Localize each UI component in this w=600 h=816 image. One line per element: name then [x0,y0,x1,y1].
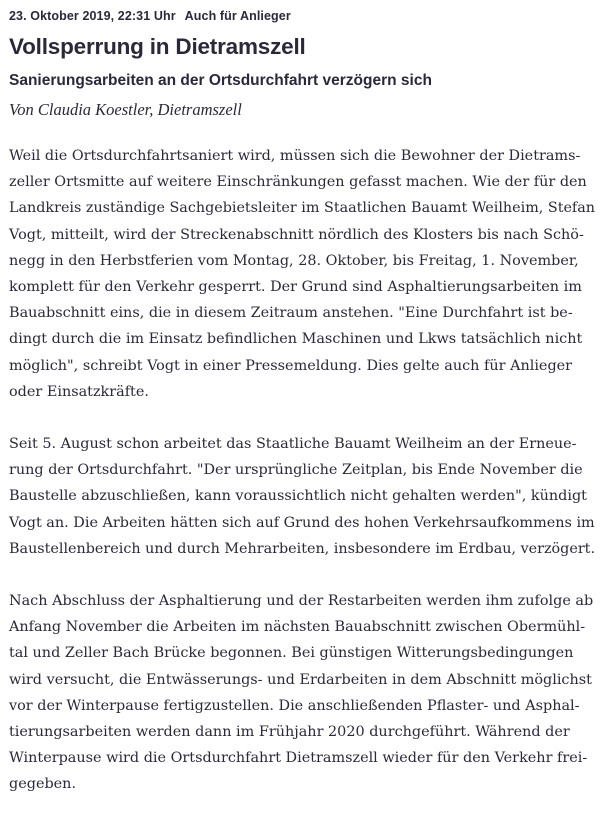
text-line: Baustelle abzuschließen, kann voraussichtlich nicht gehalten werden", kündigt [9,488,587,505]
paragraph-3 [9,588,595,798]
article-meta [9,9,291,23]
text-line: Anfang November die Arbeiten im nächsten Bauabschnitt zwischen Obermühl- [9,619,586,636]
text-line: rung der Ortsdurchfahrt. "Der ursprüngliche Zeitplan, bis Ende November die [9,462,583,479]
text-line: Vogt an. Die Arbeiten hätten sich auf Grund des hohen Verkehrsaufkommens im [9,514,595,531]
text-line: möglich", schreibt Vogt in einer Pressemeldung. Dies gelte auch für Anlieger [9,357,573,374]
text-line: Bauabschnitt eins, die in diesem Zeitraum anstehen. "Eine Durchfahrt ist be- [9,305,573,322]
text-line: wird versucht, die Entwässerungs- und Erdarbeiten in dem Abschnitt möglichst [9,671,592,688]
subheadline: Sanierungsarbeiten an der Ortsdurchfahrt verzögern sich [9,72,432,89]
text-line: Landkreis zuständige Sachgebietsleiter im Staatlichen Bauamt Weilheim, Stefan [9,200,595,217]
paragraph-1 [9,143,595,405]
text-line: tierungsarbeiten werden dann im Frühjahr 2020 durchgeführt. Während der [9,724,570,741]
page-title: Vollsperrung in Dietramszell [9,34,306,59]
text-line: komplett für den Verkehr gesperrt. Der Grund sind Asphaltierungsarbeiten im [9,279,582,296]
article-body [9,143,595,798]
publish-date: 23. Oktober 2019, 22:31 Uhr [9,9,176,23]
text-line: Nach Abschluss der Asphaltierung und der Restarbeiten werden ihm zufolge ab [9,593,594,610]
text-line: zeller Ortsmitte auf weitere Einschränkungen gefasst machen. Wie der für den [9,174,587,191]
text-line: negg in den Herbstferien vom Montag, 28. Oktober, bis Freitag, 1. November, [9,252,579,269]
text-line: Baustellenbereich und durch Mehrarbeiten, insbesondere im Erdbau, verzögert. [9,540,595,557]
author-byline: Von Claudia Koestler, Dietramszell [9,100,242,119]
text-line: gegeben. [9,776,77,793]
text-line: dingt durch die im Einsatz befindlichen Maschinen und Lkws tatsächlich nicht [9,331,583,348]
text-line: vor der Winterpause fertigzustellen. Die anschließenden Pflaster- und Asphal- [9,697,580,714]
text-line: oder Einsatzkräfte. [9,383,149,400]
text-line: Seit 5. August schon arbeitet das Staatliche Bauamt Weilheim an der Erneue- [9,436,577,453]
text-line: Winterpause wird die Ortsdurchfahrt Dietramszell wieder für den Verkehr frei- [9,750,588,767]
text-line: Weil die Ortsdurchfahrtsaniert wird, müssen sich die Bewohner der Dietrams- [9,148,581,164]
paragraph-2 [9,431,595,562]
section-label: Auch für Anlieger [184,9,291,23]
text-line: Vogt, mitteilt, wird der Streckenabschnitt nördlich des Klosters bis nach Schö- [9,226,584,243]
text-line: tal und Zeller Bach Brücke begonnen. Bei günstigen Witterungsbedingungen [9,645,574,662]
